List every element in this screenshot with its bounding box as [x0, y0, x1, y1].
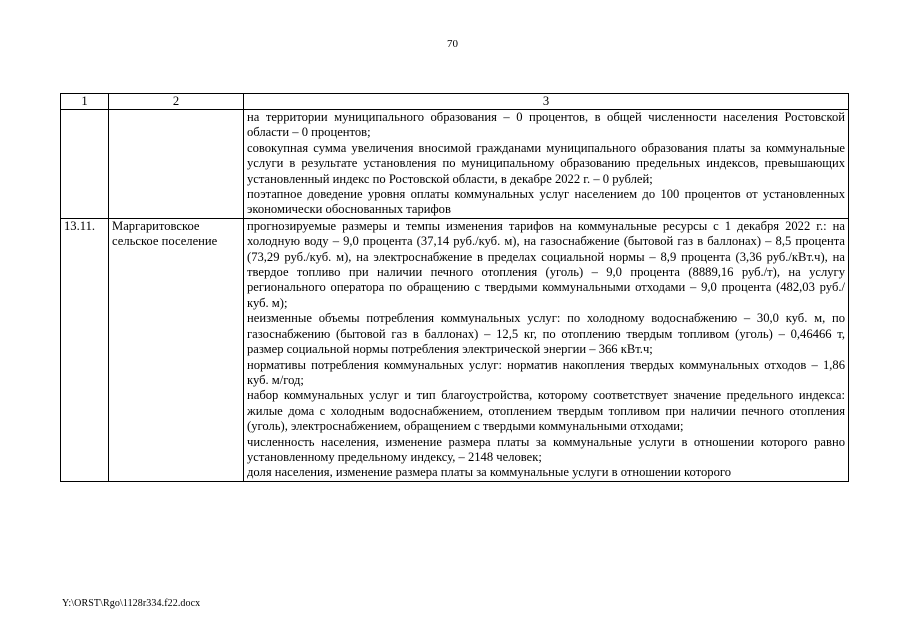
- details-paragraph: совокупная сумма увеличения вносимой гражданами муниципального образования платы за коммунальные услуги в результате установления по муниципальному образованию предельных индексов, превышающих установленный индекс по Ростовской области, в декабре 2022 г. – 0 рублей;: [247, 140, 845, 186]
- table-header-row: [61, 94, 849, 110]
- details-paragraph: нормативы потребления коммунальных услуг: норматив накопления твердых коммунальных отходов – 1,86 куб. м/год;: [247, 357, 845, 387]
- tariff-table: [60, 93, 849, 482]
- municipality-name-cell: [109, 110, 244, 219]
- page-number: 70: [447, 38, 458, 50]
- header-col-3: 3: [244, 94, 849, 110]
- details-paragraph: доля населения, изменение размера платы за коммунальные услуги в отношении которого: [247, 465, 732, 480]
- details-paragraph: набор коммунальных услуг и тип благоустройства, которому соответствует значение предельного индекса: жилые дома с холодным водоснабжением, отоплением твердым топливом при наличии печного отопления (уголь), электроснабжением, обращением с твердыми коммунальными отходами;: [247, 388, 845, 434]
- header-col-2: 2: [109, 94, 244, 110]
- details-paragraph: численность населения, изменение размера платы за коммунальные услуги в отношении которого равно установленному предельному индексу, – 2148 человек;: [247, 434, 845, 464]
- table-row-13-11: [61, 218, 849, 481]
- municipality-name-cell: Маргаритовское сельское поселение: [109, 218, 244, 481]
- row-number-cell: 13.11.: [61, 218, 109, 481]
- document-file-path: Y:\ORST\Rgo\1128r334.f22.docx: [62, 598, 201, 609]
- details-paragraph: на территории муниципального образования – 0 процентов, в общей численности населения Ростовской области – 0 процентов;: [247, 110, 845, 140]
- details-cell: [244, 110, 849, 219]
- details-paragraph: поэтапное доведение уровня оплаты коммунальных услуг населением до 100 процентов от установленных экономически обоснованных тарифов: [247, 187, 845, 217]
- table-row-continuation: [61, 110, 849, 219]
- details-paragraph: неизменные объемы потребления коммунальных услуг: по холодному водоснабжению – 30,0 куб. м, по газоснабжению (бытовой газ в баллонах) – 12,5 кг, по отоплению твердым топливом (уголь) – 0,46466 т, размер социальной нормы потребления электрической энергии – 366 кВт.ч;: [247, 311, 845, 357]
- row-number-cell: [61, 110, 109, 219]
- details-paragraph: прогнозируемые размеры и темпы изменения тарифов на коммунальные ресурсы с 1 декабря 2022 г.: на холодную воду – 9,0 процента (37,14 руб./куб. м), на газоснабжение (бытовой газ в баллонах) – 8,5 процента (73,29 руб./куб. м), на электроснабжение в пределах социальной нормы – 8,9 процента (3,36 руб./кВт.ч), на твердое топливо при наличии печного отопления (уголь) – 9,0 процента (8889,16 руб./т), на услугу регионального оператора по обращению с твердыми коммунальными отходами – 9,0 процента (482,03 руб./куб. м);: [247, 218, 845, 310]
- details-cell: [244, 218, 849, 481]
- header-col-1: 1: [61, 94, 109, 110]
